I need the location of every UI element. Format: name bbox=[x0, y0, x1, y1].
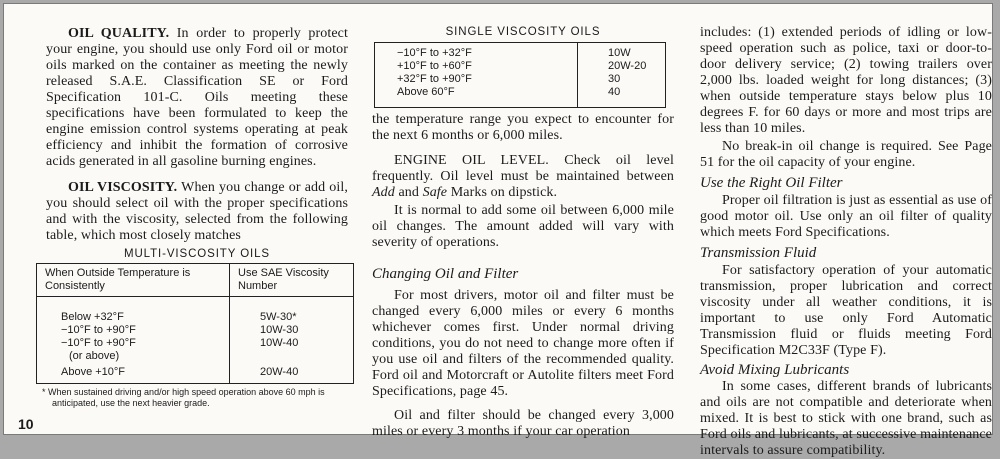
multi-temp-row-2: −10°F to +90°F bbox=[61, 337, 136, 349]
multi-sae-row-1: 10W-30 bbox=[260, 324, 299, 336]
oil-viscosity-paragraph bbox=[46, 180, 348, 244]
column-left bbox=[42, 4, 348, 409]
temperature-range-text: the temperature range you expect to encounter for the next 6 months or 6,000 miles. bbox=[372, 112, 674, 143]
single-sae-row-1: 20W-20 bbox=[608, 60, 647, 72]
changing-oil-paragraph: For most drivers, motor oil and filter must be changed every 6,000 miles or every 6 months whichever comes first. Under normal driving conditions, you do not need to change more often if you use oil and filters of the recommended quality. Ford oil and Motorcraft or Autolite filters meet Ford Specifications, page 45. bbox=[372, 288, 674, 399]
engine-oil-level-paragraph bbox=[372, 153, 674, 201]
multi-viscosity-title: MULTI-VISCOSITY OILS bbox=[123, 248, 271, 260]
column-right bbox=[700, 4, 992, 459]
mixing-lubricants-paragraph: In some cases, different brands of lubricants and oils are not compatible and deteriorate when mixed. It is best to stick with one brand, such as Ford oils and lubricants, at successive maintenance intervals to assure compatibility. bbox=[700, 379, 992, 458]
multi-viscosity-table bbox=[36, 263, 354, 384]
multi-sae-row-0: 5W-30* bbox=[260, 311, 297, 323]
single-sae-row-2: 30 bbox=[608, 73, 621, 85]
oil-viscosity-body: When you change or add oil, you should select oil with the proper specifications and with the viscosity, selected from the following table, which most closely matches bbox=[46, 180, 348, 243]
safe-mark-label: Safe bbox=[422, 185, 448, 200]
oil-filter-heading: Use the Right Oil Filter bbox=[700, 175, 843, 191]
transmission-fluid-paragraph: For satisfactory operation of your automatic transmission, proper lubrication and correct viscosity under all weather conditions, it is important to use only Ford Automatic Transmission fluid or fluids meeting Ford Specification M2C33F (Type F). bbox=[700, 263, 992, 358]
column-middle bbox=[372, 4, 674, 440]
oil-filter-paragraph: Proper oil filtration is just as essential as use of good motor oil. Use only an oil filter of quality which meets Ford Specifications. bbox=[700, 193, 992, 240]
oil-quality-title: OIL QUALITY. bbox=[68, 26, 170, 41]
manual-page bbox=[3, 3, 993, 458]
severe-service-paragraph: includes: (1) extended periods of idling or low-speed operation such as police, taxi or door-to-door delivery service; (2) towing trailers over 2,000 lbs. loaded weight for long distances; (3) when outside temperature stays below plus 10 degrees F. for 60 days or more and most trips are less than 10 miles. bbox=[700, 25, 992, 136]
multi-sae-row-4: 20W-40 bbox=[260, 366, 299, 378]
mixing-lubricants-heading: Avoid Mixing Lubricants bbox=[700, 362, 850, 378]
single-temp-row-2: +32°F to +90°F bbox=[397, 73, 472, 85]
multi-temp-row-1: −10°F to +90°F bbox=[61, 324, 136, 336]
single-sae-row-3: 40 bbox=[608, 86, 621, 98]
single-viscosity-table bbox=[374, 42, 666, 108]
oil-viscosity-title: OIL VISCOSITY. bbox=[68, 180, 178, 195]
multi-temp-row-4: Above +10°F bbox=[61, 366, 126, 378]
oil-quality-body: In order to properly protect your engine, you should use only Ford oil or motor oils marked on the container as meeting the newly released S.A.E. Classification SE or Ford Specification 101-C. Oils meeting these specifications have been formulated to keep the engine emission control systems operating at peak efficiency and inhibit the formation of corrosive acids generated in all gasoline burning engines. bbox=[46, 26, 348, 169]
and-word: and bbox=[398, 185, 419, 200]
multi-sae-cell bbox=[230, 297, 354, 384]
single-viscosity-title: SINGLE VISCOSITY OILS bbox=[445, 26, 601, 38]
multi-header-sae: Use SAE Viscosity Number bbox=[238, 267, 329, 292]
single-sae-row-0: 10W bbox=[608, 47, 631, 59]
multi-temp-row-0: Below +32°F bbox=[61, 311, 124, 323]
changing-oil-heading: Changing Oil and Filter bbox=[372, 266, 519, 282]
page-number: 10 bbox=[18, 416, 34, 432]
single-temp-cell bbox=[375, 43, 578, 107]
normal-oil-add-paragraph: It is normal to add some oil between 6,000 mile oil changes. The amount added will vary with severity of operations. bbox=[372, 203, 674, 250]
multi-sae-row-2: 10W-40 bbox=[260, 337, 299, 349]
single-temp-row-0: −10°F to +32°F bbox=[397, 47, 472, 59]
single-temp-row-1: +10°F to +60°F bbox=[397, 60, 472, 72]
multi-sae-row-3 bbox=[260, 350, 347, 363]
engine-oil-level-title: ENGINE OIL LEVEL. bbox=[394, 153, 549, 168]
multi-viscosity-footnote: * When sustained driving and/or high speed operation above 60 mph is anticipated, use the next heavier grade. bbox=[42, 387, 325, 408]
single-temp-row-3: Above 60°F bbox=[397, 86, 455, 98]
oil-filter-change-paragraph: Oil and filter should be changed every 3,000 miles or every 3 months if your car operation bbox=[372, 408, 674, 439]
engine-oil-level-body-1: Check oil level frequently. Oil level must be maintained between bbox=[372, 153, 674, 184]
engine-oil-level-body-2: Marks on dipstick. bbox=[450, 185, 558, 200]
multi-temp-row-3: (or above) bbox=[69, 350, 120, 362]
break-in-paragraph: No break-in oil change is required. See Page 51 for the oil capacity of your engine. bbox=[700, 139, 992, 170]
multi-temp-cell bbox=[37, 297, 230, 384]
transmission-fluid-heading: Transmission Fluid bbox=[700, 245, 817, 261]
single-sae-cell bbox=[578, 43, 666, 107]
oil-quality-paragraph bbox=[46, 26, 348, 170]
multi-header-temp: When Outside Temperature is Consistently bbox=[37, 264, 230, 297]
add-mark-label: Add bbox=[372, 185, 395, 200]
